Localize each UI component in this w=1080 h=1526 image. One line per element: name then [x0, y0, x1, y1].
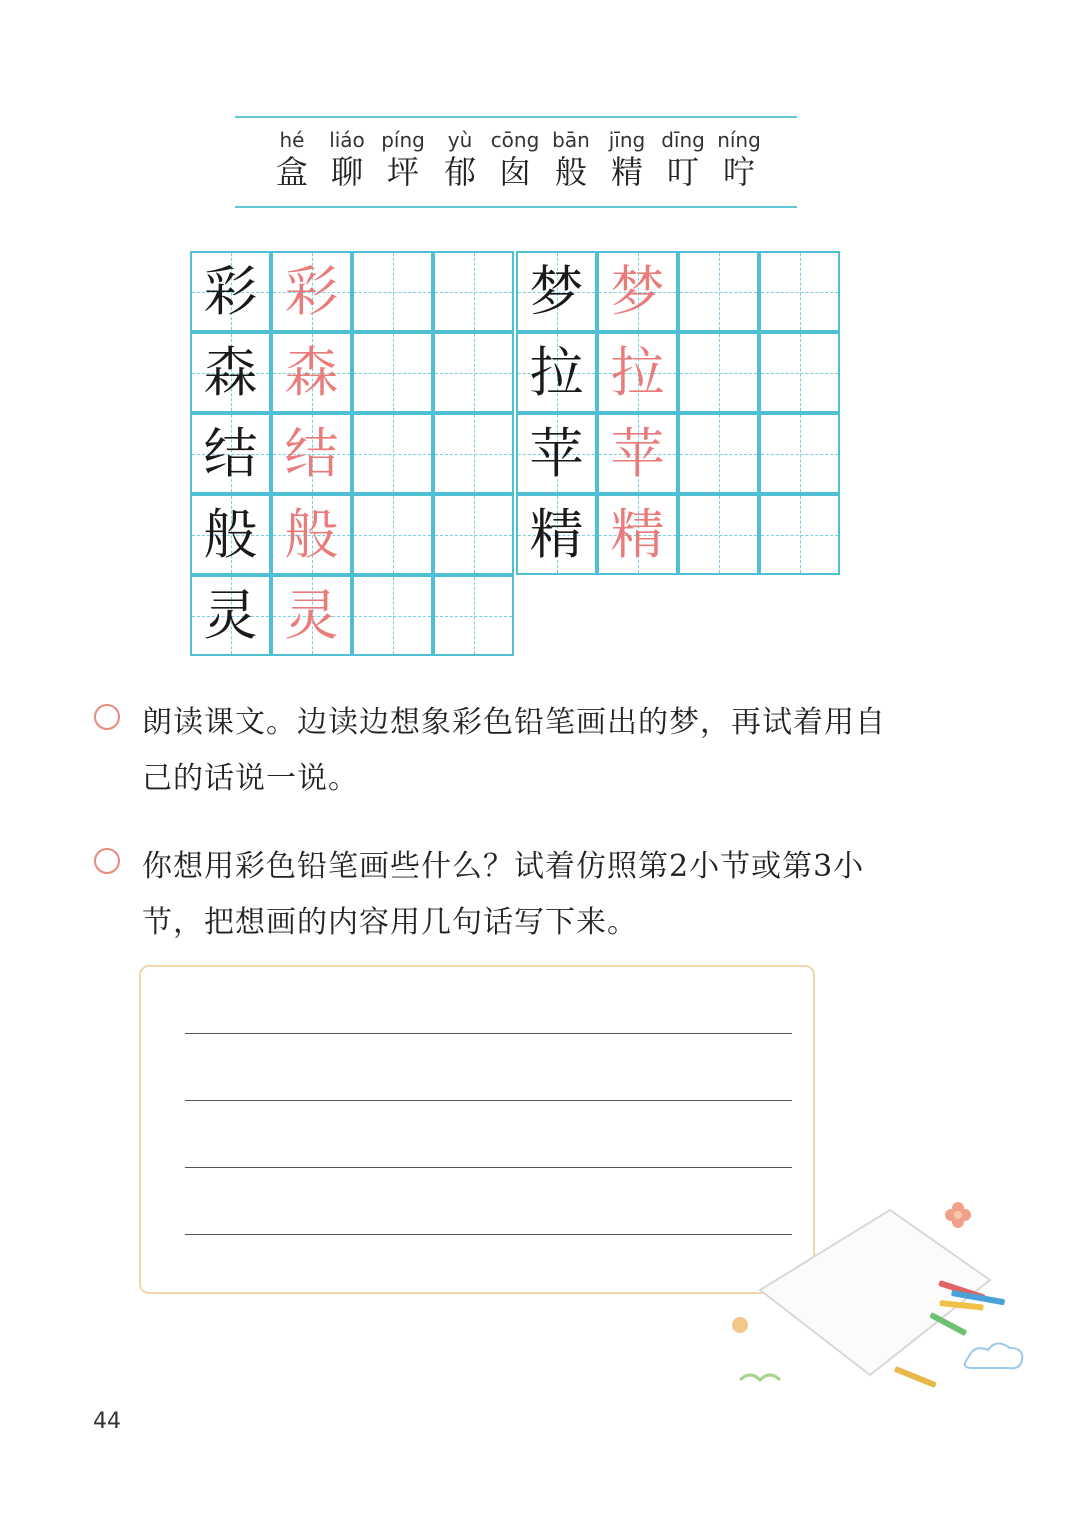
grid-cell-empty[interactable]: [678, 413, 759, 494]
recognition-char: [597, 128, 657, 192]
paper-and-pencils-illustration: [700, 1140, 1080, 1526]
pinyin: píng: [381, 128, 425, 152]
hanzi: 囱: [498, 153, 531, 191]
grid-cell: [516, 494, 597, 575]
hanzi: 咛: [722, 153, 755, 191]
grid-cell-empty[interactable]: [433, 251, 514, 332]
trace-character: 般: [284, 502, 339, 566]
grid-cell: [190, 494, 271, 575]
pinyin: cōng: [490, 128, 540, 152]
model-character: 梦: [529, 259, 584, 323]
grid-cell-empty[interactable]: [352, 575, 433, 656]
hanzi: 郁: [443, 153, 476, 191]
pinyin: liáo: [329, 128, 365, 152]
grid-cell: [190, 575, 271, 656]
pinyin: dīng: [661, 128, 705, 152]
model-character: 般: [203, 502, 258, 566]
writing-line[interactable]: [185, 1033, 792, 1034]
hanzi: 聊: [330, 153, 363, 191]
pinyin: yù: [447, 128, 473, 152]
grid-cell: [597, 413, 678, 494]
grid-cell: [190, 332, 271, 413]
grid-cell: [271, 332, 352, 413]
recognition-char: [541, 128, 601, 192]
grid-cell-empty[interactable]: [678, 251, 759, 332]
model-character: 灵: [203, 583, 258, 647]
model-character: 拉: [529, 340, 584, 404]
recognition-characters-strip: [235, 116, 797, 208]
grid-cell: [597, 332, 678, 413]
trace-character: 精: [610, 502, 665, 566]
grid-cell-empty[interactable]: [433, 332, 514, 413]
hanzi: 盒: [275, 153, 308, 191]
flower-icon: [945, 1202, 971, 1228]
hanzi: 坪: [386, 153, 419, 191]
grid-cell-empty[interactable]: [678, 494, 759, 575]
model-character: 苹: [529, 421, 584, 485]
hanzi: 精: [610, 153, 643, 191]
grid-cell: [190, 251, 271, 332]
grid-cell-empty[interactable]: [433, 575, 514, 656]
recognition-char: [317, 128, 377, 192]
grid-cell: [597, 494, 678, 575]
model-character: 彩: [203, 259, 258, 323]
model-character: 森: [203, 340, 258, 404]
grid-cell: [516, 332, 597, 413]
recognition-char: [373, 128, 433, 192]
grid-cell-empty[interactable]: [433, 413, 514, 494]
recognition-char: [653, 128, 713, 192]
grid-cell: [597, 251, 678, 332]
grid-cell: [516, 251, 597, 332]
trace-character: 结: [284, 421, 339, 485]
grid-cell-empty[interactable]: [759, 251, 840, 332]
grid-cell-empty[interactable]: [759, 413, 840, 494]
grid-cell: [190, 413, 271, 494]
hanzi: 般: [554, 153, 587, 191]
exercise-text-line: 你想用彩色铅笔画些什么？试着仿照第2小节或第3小: [142, 849, 865, 884]
trace-character: 梦: [610, 259, 665, 323]
grid-cell: [516, 413, 597, 494]
grid-cell-empty[interactable]: [352, 413, 433, 494]
sun-icon: [732, 1317, 748, 1333]
circle-bullet-icon: [94, 704, 120, 730]
trace-character: 拉: [610, 340, 665, 404]
hanzi: 叮: [666, 153, 699, 191]
grid-cell: [271, 494, 352, 575]
exercise-text-line: 己的话说一说。: [142, 761, 359, 796]
recognition-char: [430, 128, 490, 192]
grid-cell: [271, 251, 352, 332]
trace-character: 森: [284, 340, 339, 404]
cloud-icon: [965, 1343, 1022, 1368]
exercise-text-line: 朗读课文。边读边想象彩色铅笔画出的梦，再试着用自: [142, 705, 886, 740]
strip-bottom-line: [235, 206, 797, 208]
grid-cell-empty[interactable]: [352, 332, 433, 413]
grid-cell-empty[interactable]: [678, 332, 759, 413]
model-character: 结: [203, 421, 258, 485]
pinyin: hé: [279, 128, 305, 152]
grass-icon: [740, 1375, 780, 1380]
orange-pencil-icon: [894, 1366, 937, 1388]
grid-cell: [271, 575, 352, 656]
exercise-item: [94, 838, 954, 958]
page-number: 44: [93, 1409, 121, 1434]
pinyin: níng: [717, 128, 761, 152]
circle-bullet-icon: [94, 848, 120, 874]
pinyin: jīng: [608, 128, 646, 152]
grid-cell-empty[interactable]: [352, 494, 433, 575]
recognition-char: [485, 128, 545, 192]
trace-character: 彩: [284, 259, 339, 323]
pinyin: bān: [552, 128, 590, 152]
grid-cell: [271, 413, 352, 494]
strip-top-line: [235, 116, 797, 118]
recognition-char: [709, 128, 769, 192]
recognition-char: [262, 128, 322, 192]
exercise-item: [94, 694, 954, 814]
trace-character: 灵: [284, 583, 339, 647]
grid-cell-empty[interactable]: [352, 251, 433, 332]
trace-character: 苹: [610, 421, 665, 485]
grid-cell-empty[interactable]: [433, 494, 514, 575]
grid-cell-empty[interactable]: [759, 332, 840, 413]
exercise-text-line: 节，把想画的内容用几句话写下来。: [142, 905, 638, 940]
model-character: 精: [529, 502, 584, 566]
grid-cell-empty[interactable]: [759, 494, 840, 575]
writing-line[interactable]: [185, 1100, 792, 1101]
